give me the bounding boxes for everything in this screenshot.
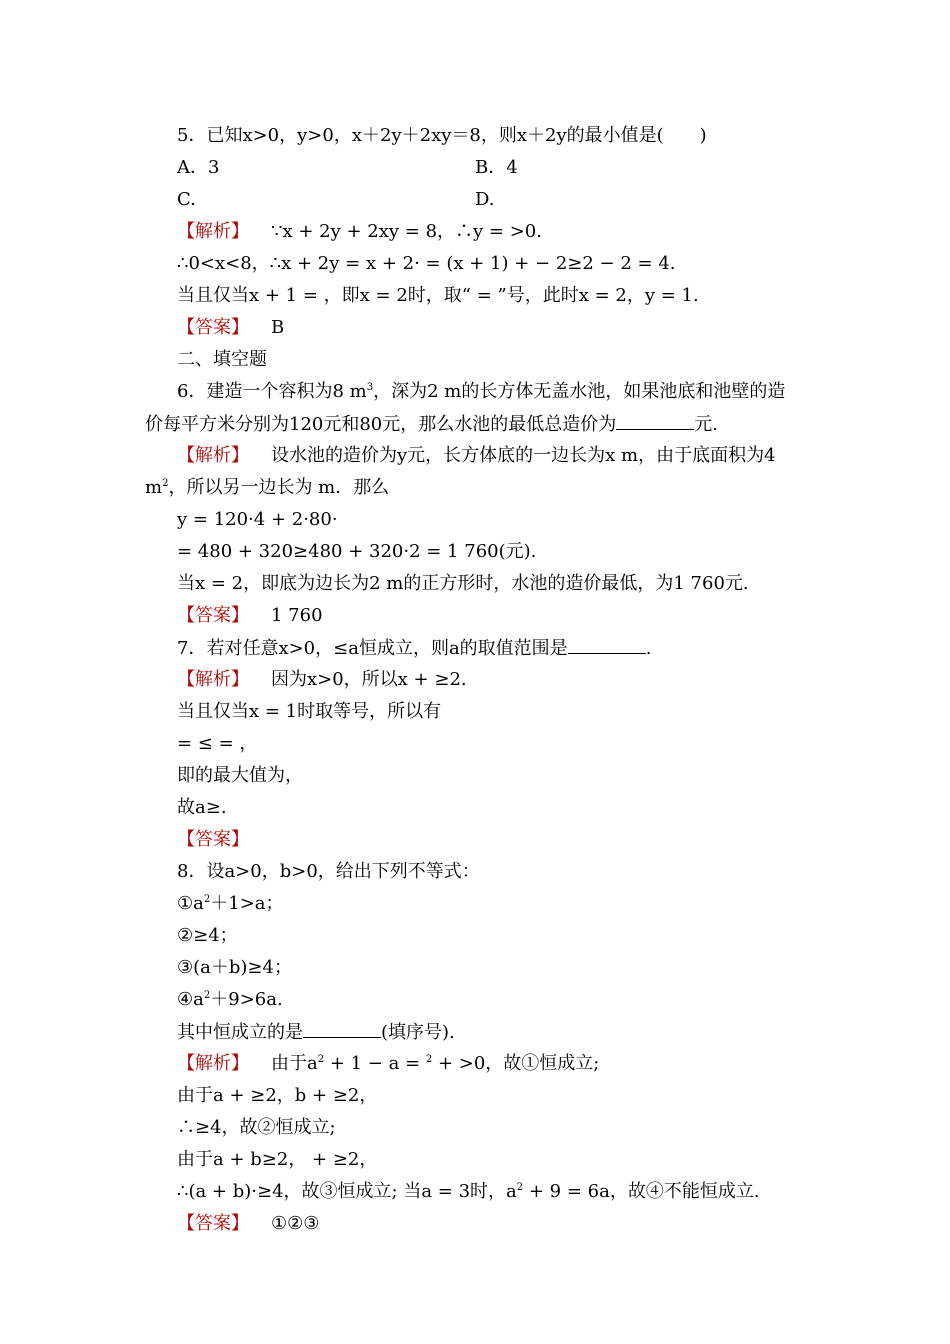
q8-analysis-1-sup1: 2 [317, 1054, 325, 1065]
q8-analysis-line-3: ∴≥4，故②恒成立; [177, 1117, 336, 1138]
q6-analysis-line-5: 当x = 2，即底为边长为2 m的正方形时，水池的造价最低，为1 760元. [177, 573, 749, 594]
q7-answer-line [177, 828, 271, 852]
q5-analysis-line-2: ∴0<x<8，∴x + 2y = x + 2· = (x + 1) + − 2≥2 − 2 = 4. [177, 253, 676, 274]
q8-analysis-line-2: 由于a + ≥2，b + ≥2， [177, 1085, 378, 1106]
q6-analysis-text-2b: ，所以另一边长为 m．那么 [168, 477, 390, 498]
q8-item-4 [177, 988, 283, 1012]
q6-analysis-line-3: y = 120·4 + 2·80· [177, 509, 338, 530]
q8-analysis-5-sup: 2 [516, 1182, 524, 1193]
q5-analysis-line-1 [177, 220, 542, 244]
q7-analysis-tag: 【解析】 [177, 669, 249, 690]
q6-stem-text-2: 价每平方米分别为120元和80元，那么水池的最低总造价为 [145, 414, 617, 435]
q5-answer-line [177, 316, 284, 340]
q8-analysis-line-1 [177, 1052, 599, 1076]
q8-stem: 8．设a>0，b>0，给出下列不等式： [177, 861, 480, 882]
q5-analysis-text-1: ∵x + 2y + 2xy = 8，∴y = >0. [271, 221, 542, 242]
q7-answer-blank [568, 636, 646, 654]
q6-stem-text-2b: 元. [694, 414, 718, 435]
q8-item-1a: ①a [177, 893, 204, 914]
q5-option-a: A．3 [177, 157, 220, 178]
q5-answer-tag: 【答案】 [177, 317, 249, 338]
q5-options-ab [177, 156, 518, 180]
q8-analysis-line-5 [177, 1180, 760, 1204]
q8-ask [177, 1020, 455, 1044]
q6-analysis-sup: 2 [162, 478, 169, 489]
q7-stem-text: 7．若对任意x>0，≤a恒成立，则a的取值范围是 [177, 638, 568, 659]
q8-item-1 [177, 892, 284, 916]
q6-stem-line-2 [145, 412, 718, 436]
q5-options-cd [177, 188, 495, 212]
q8-analysis-1-sup2: 2 [425, 1054, 433, 1065]
q6-stem-sup: 3 [366, 382, 374, 393]
q7-answer-tag: 【答案】 [177, 829, 249, 850]
q7-stem [177, 636, 651, 660]
q6-stem-line-1 [177, 380, 785, 404]
q8-item-3: ③(a＋b)≥4； [177, 957, 292, 978]
q5-analysis-line-3: 当且仅当x + 1 = ，即x = 2时，取“ = ”号，此时x = 2，y = 1. [177, 285, 699, 306]
q8-item-1-sup: 2 [203, 894, 211, 905]
q5-stem: 5．已知x>0，y>0，x＋2y＋2xy＝8，则x＋2y的最小值是( ) [177, 125, 707, 146]
q8-analysis-line-4: 由于a + b≥2， + ≥2， [177, 1149, 378, 1170]
q7-analysis-line-4: 即的最大值为， [177, 765, 303, 786]
q6-analysis-text-1: 设水池的造价为y元，长方体底的一边长为x m，由于底面积为4 [271, 445, 776, 466]
q7-analysis-line-1 [177, 668, 467, 692]
q8-answer-blank [303, 1020, 381, 1038]
q6-analysis-line-2 [145, 476, 389, 500]
q8-item-4b: ＋9>6a. [210, 989, 283, 1010]
q8-item-2: ②≥4； [177, 925, 238, 946]
q6-analysis-tag: 【解析】 [177, 445, 249, 466]
q7-analysis-line-2: 当且仅当x = 1时取等号，所以有 [177, 701, 442, 722]
q8-ask-text: 其中恒成立的是 [177, 1022, 303, 1043]
q8-answer: ①②③ [271, 1213, 320, 1234]
q8-item-1b: ＋1>a； [210, 893, 284, 914]
q6-analysis-line-1 [177, 444, 776, 468]
q8-analysis-1c: + >0，故①恒成立; [432, 1053, 600, 1074]
q5-option-d: D. [475, 189, 495, 210]
q5-answer: B [271, 317, 285, 338]
q8-ask-end: (填序号). [381, 1022, 455, 1043]
q5-option-c: C. [177, 189, 196, 210]
q7-analysis-line-3: = ≤ = ， [177, 733, 258, 754]
q6-answer-line [177, 604, 323, 628]
q6-answer-blank [616, 412, 694, 430]
q5-option-b: B．4 [475, 157, 518, 178]
q5-analysis-tag: 【解析】 [177, 221, 249, 242]
q8-item-4a: ④a [177, 989, 204, 1010]
section-title: 二、填空题 [177, 349, 267, 370]
q8-analysis-1b: + 1 − a = [324, 1053, 426, 1074]
q6-analysis-line-4: = 480 + 320≥480 + 320·2 = 1 760(元). [177, 541, 537, 562]
q6-stem-text-1b: ，深为2 m的长方体无盖水池，如果池底和池壁的造 [373, 381, 786, 402]
q8-answer-tag: 【答案】 [177, 1213, 249, 1234]
q6-analysis-text-2a: m [145, 477, 163, 498]
q8-analysis-1a: 由于a [271, 1053, 318, 1074]
q8-item-4-sup: 2 [203, 990, 211, 1001]
q8-answer-line [177, 1212, 319, 1236]
q7-analysis-text-1: 因为x>0，所以x + ≥2. [271, 669, 467, 690]
q8-analysis-5a: ∴(a + b)·≥4，故③恒成立; 当a = 3时，a [177, 1181, 517, 1202]
q6-stem-text-1: 6．建造一个容积为8 m [177, 381, 367, 402]
q7-analysis-line-5: 故a≥. [177, 797, 227, 818]
q8-analysis-5b: + 9 = 6a，故④不能恒成立. [523, 1181, 760, 1202]
q6-answer-tag: 【答案】 [177, 605, 249, 626]
q8-analysis-tag: 【解析】 [177, 1053, 249, 1074]
q7-stem-end: . [645, 638, 652, 659]
q6-answer: 1 760 [271, 605, 323, 626]
